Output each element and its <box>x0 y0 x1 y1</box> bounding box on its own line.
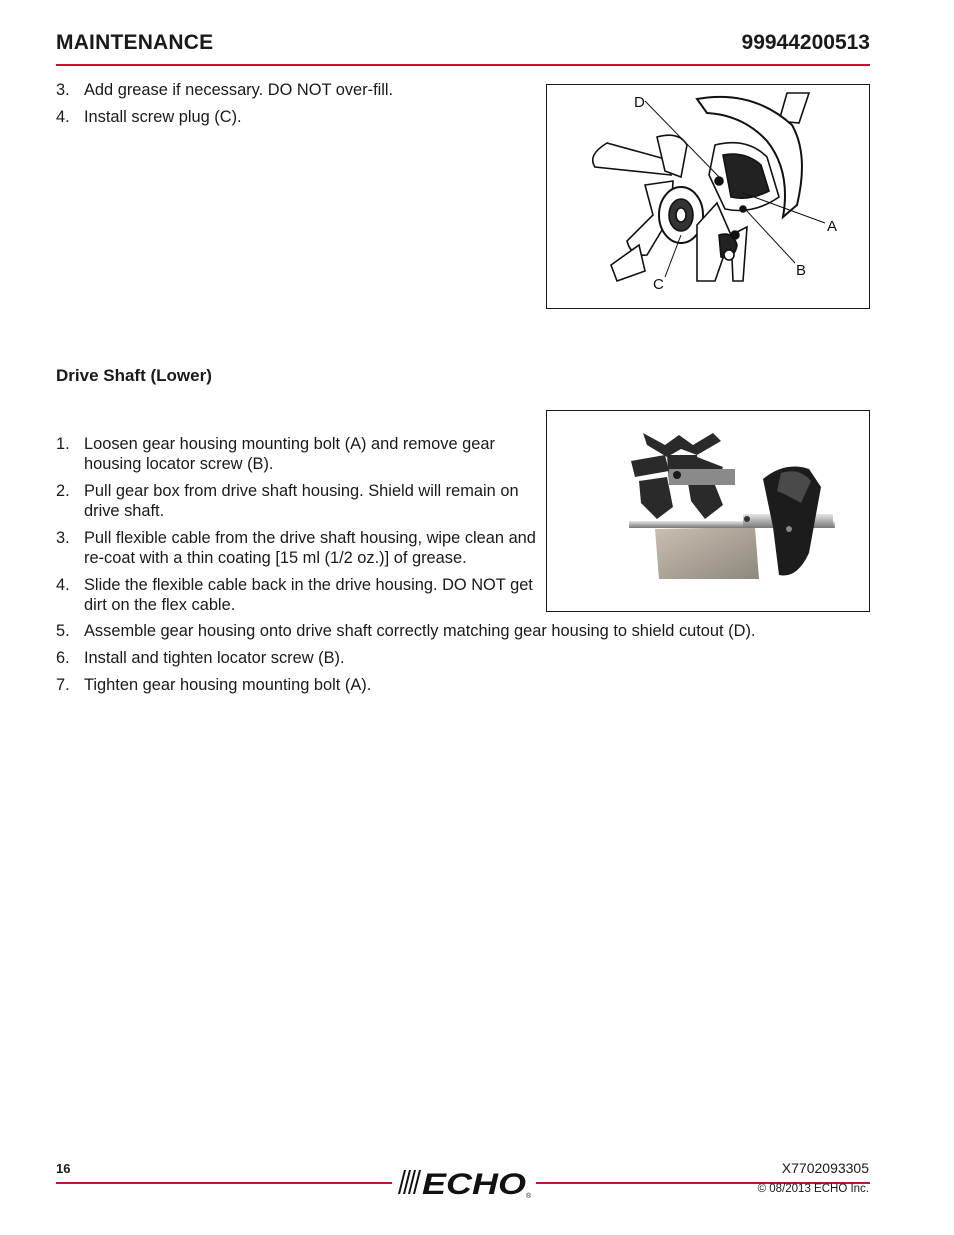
step-text: Add grease if necessary. DO NOT over-fill. <box>84 81 394 99</box>
label-a: A <box>827 218 838 235</box>
drive-shaft-photo <box>546 410 870 612</box>
drive-shaft-heading: Drive Shaft (Lower) <box>56 366 212 385</box>
step-text: Install screw plug (C). <box>84 108 242 126</box>
step-number: 2. <box>56 482 70 500</box>
copyright: © 08/2013 ECHO Inc. <box>757 1183 869 1195</box>
header-divider <box>56 64 870 66</box>
list-item <box>56 107 526 127</box>
label-b: B <box>796 262 807 279</box>
step-number: 6. <box>56 649 70 667</box>
list-item <box>56 481 538 521</box>
list-item <box>56 675 870 695</box>
footer-divider-left <box>56 1182 392 1184</box>
step-text: Install and tighten locator screw (B). <box>84 649 345 667</box>
step-number: 4. <box>56 576 70 594</box>
list-item <box>56 575 538 615</box>
step-number: 3. <box>56 81 70 99</box>
echo-logo-mark <box>394 1166 536 1200</box>
list-item <box>56 621 870 641</box>
step-number: 5. <box>56 622 70 640</box>
echo-logo <box>394 1166 536 1200</box>
logo-wordmark: ECHO <box>422 1168 526 1200</box>
continued-step-list <box>56 80 526 134</box>
step-number: 7. <box>56 676 70 694</box>
drive-shaft-step-list <box>56 434 538 622</box>
drive-shaft-illustration <box>547 411 869 611</box>
step-text: Pull flexible cable from the drive shaft housing, wipe clean and re-coat with a thin coating [15 ml (1/2 oz.)] of grease. <box>84 529 536 567</box>
list-item <box>56 80 526 100</box>
registered-mark: ® <box>526 1193 532 1200</box>
step-text: Loosen gear housing mounting bolt (A) and remove gear housing locator screw (B). <box>84 435 495 473</box>
list-item <box>56 648 870 668</box>
page-number: 16 <box>56 1161 71 1176</box>
label-d: D <box>634 94 645 111</box>
step-number: 1. <box>56 435 70 453</box>
step-number: 3. <box>56 529 70 547</box>
list-item <box>56 434 538 474</box>
list-item <box>56 528 538 568</box>
step-text: Assemble gear housing onto drive shaft correctly matching gear housing to shield cutout (D). <box>84 622 756 640</box>
drive-shaft-step-list-continued <box>56 621 870 702</box>
section-heading: MAINTENANCE <box>56 31 214 54</box>
step-text: Tighten gear housing mounting bolt (A). <box>84 676 372 694</box>
gear-housing-figure <box>546 84 870 309</box>
page-header <box>56 31 870 65</box>
document-number: 99944200513 <box>741 31 870 54</box>
step-number: 4. <box>56 108 70 126</box>
gear-housing-illustration <box>547 85 869 308</box>
step-text: Slide the flexible cable back in the drive housing. DO NOT get dirt on the flex cable. <box>84 576 533 614</box>
step-text: Pull gear box from drive shaft housing. Shield will remain on drive shaft. <box>84 482 519 520</box>
part-code: X7702093305 <box>781 1160 869 1176</box>
label-c: C <box>653 276 664 293</box>
